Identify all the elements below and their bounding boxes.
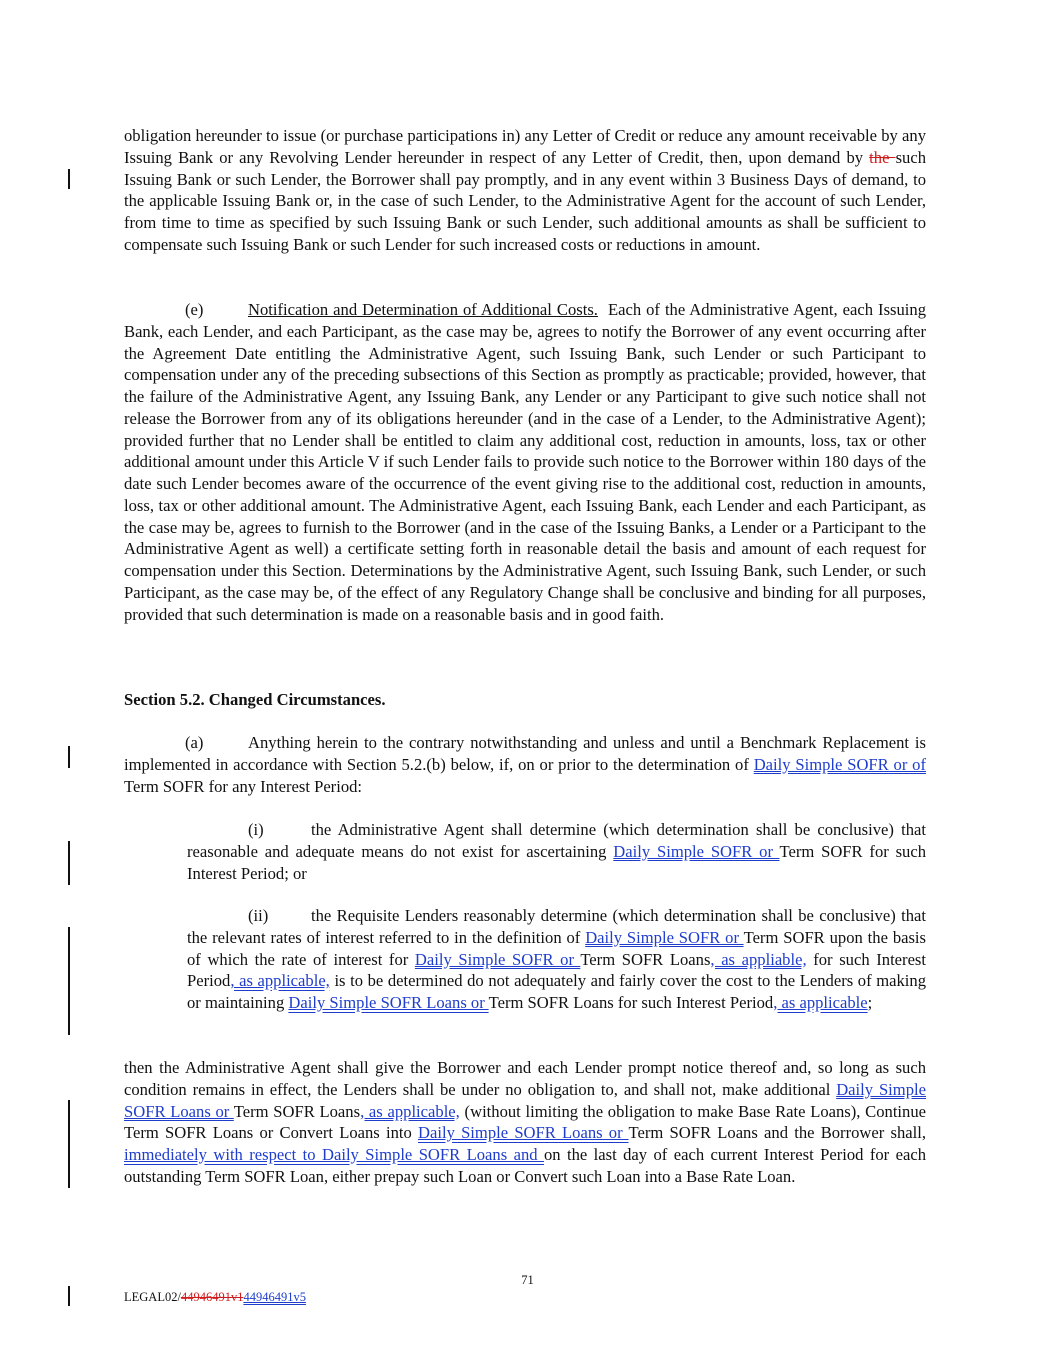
text: for such Interest Period xyxy=(187,949,927,991)
inserted-text: Daily Simple SOFR or xyxy=(414,949,581,969)
item-ii xyxy=(187,905,926,1014)
text: Term SOFR Loans for such Interest Period xyxy=(488,993,774,1012)
item-i xyxy=(187,819,926,884)
footer-prefix: LEGAL02/ xyxy=(124,1290,181,1304)
text: ; xyxy=(867,993,873,1012)
change-bar xyxy=(68,841,70,885)
section-heading: Section 5.2. Changed Circumstances. xyxy=(124,690,386,709)
paragraph-e xyxy=(124,299,926,625)
inserted-text: Daily Simple SOFR or xyxy=(613,841,780,861)
change-bar xyxy=(68,169,70,189)
item-label: (ii) xyxy=(248,906,269,925)
paragraph-label: (e) xyxy=(185,300,204,319)
paragraph-title: Notification and Determination of Additional Costs. xyxy=(248,300,598,319)
text: Anything herein to the contrary notwithstanding and unless and until a Benchmark Replacement is implemented in accordance with Section 5.2.(b) below, if, on or prior to the determination of xyxy=(124,733,926,774)
text: the Requisite Lenders reasonably determine (which determination shall be conclusive) that the relevant rates of interest referred to in the definition of xyxy=(187,906,926,947)
inserted-text: Daily Simple SOFR or xyxy=(585,927,744,947)
text: then the Administrative Agent shall give the Borrower and each Lender prompt notice thereof and, so long as such condition remains in effect, the Lenders shall be under no obligation to, and shall not, make additional xyxy=(124,1058,926,1099)
text: Each of the Administrative Agent, each Issuing Bank, each Lender, and each Participant, as the case may be, agrees to notify the Borrower of any event occurring after the Agreement Date entitling the Administrative Agent, such Issuing Bank, such Lender or such Participant to compensation under any of the preceding subsections of this Section as promptly as practicable; provided, however, that the failure of the Administrative Agent, any Issuing Bank, any Lender or any Participant to give such notice shall not release the Borrower from any of its obligations hereunder (and in the case of a Lender, to the Administrative Agent); provided further that no Lender shall be entitled to claim any additional cost, reduction in amounts, loss, tax or other additional amount under this Article V if such Lender fails to provide such notice to the Borrower within 180 days of the date such Lender becomes aware of the occurrence of the event giving rise to the additional cost, reduction in amounts, loss, tax or other additional amount. The Administrative Agent, each Issuing Bank, each Lender and each Participant, as the case may be, agrees to furnish to the Borrower (and in the case of the Issuing Banks, a Lender or a Participant to the Administrative Agent as well) a certificate setting forth in reasonable detail the basis and amount of each request for compensation under this Section. Determinations by the Administrative Agent, such Issuing Bank, such Lender, or such Participant, as the case may be, of the effect of any Regulatory Change shall be conclusive and binding for all purposes, provided that such determination is made on a reasonable basis and in good faith. xyxy=(124,300,926,624)
paragraph-a xyxy=(124,732,926,797)
inserted-text: Daily Simple SOFR Loans or xyxy=(288,993,489,1012)
text: such Issuing Bank or such Lender, the Borrower shall pay promptly, and in any event within 3 Business Days of demand, to the applicable Issuing Bank or, in the case of such Lender, to the Administrative Agent for the account of such Lender, from time to time as specified by such Issuing Bank or such Lender, such additional amounts as shall be sufficient to compensate such Issuing Bank or such Lender for such increased costs or reductions in amount. xyxy=(124,147,926,254)
inserted-text: , as appliable, xyxy=(710,949,807,969)
text: Term SOFR for such Interest Period; or xyxy=(187,841,927,883)
document-id-footer xyxy=(124,1287,306,1309)
paragraph-continuation xyxy=(124,125,926,256)
text: Term SOFR Loans xyxy=(580,949,711,969)
inserted-text: , as applicable, xyxy=(360,1101,460,1121)
inserted-text: Daily Simple SOFR Loans or xyxy=(124,1079,926,1121)
text: (without limiting the obligation to make Base Rate Loans), Continue Term SOFR Loans or Convert Loans into xyxy=(124,1101,927,1143)
text: the Administrative Agent shall determine (which determination shall be conclusive) that reasonable and adequate means do not exist for ascertaining xyxy=(187,820,926,861)
item-label: (i) xyxy=(248,820,264,839)
inserted-text: , as applicable, xyxy=(230,971,330,991)
text: Term SOFR for any Interest Period: xyxy=(124,776,363,796)
text: is to be determined do not adequately and fairly cover the cost to the Lenders of making or maintaining xyxy=(187,971,926,1012)
change-bar xyxy=(68,746,70,768)
page-number: 71 xyxy=(521,1273,534,1287)
paragraph-then xyxy=(124,1057,926,1188)
inserted-text: Daily Simple SOFR Loans or xyxy=(418,1123,629,1143)
text: Term SOFR Loans xyxy=(233,1101,361,1121)
inserted-doc-id: 44946491v5 xyxy=(243,1290,306,1304)
text: on the last day of each current Interest Period for each outstanding Term SOFR Loan, either prepay such Loan or Convert such Loan into a Base Rate Loan. xyxy=(124,1145,926,1186)
inserted-text: , as applicable xyxy=(773,993,868,1012)
change-bar xyxy=(68,927,70,1035)
text: obligation hereunder to issue (or purchase participations in) any Letter of Credit or reduce any amount receivable by any Issuing Bank or any Revolving Lender hereunder in respect of any Letter of Credit, then, upon demand by xyxy=(124,126,926,167)
text: Term SOFR Loans and the Borrower shall, xyxy=(628,1123,926,1143)
deleted-doc-id: 44946491v1 xyxy=(180,1290,244,1304)
text: Term SOFR upon the basis of which the rate of interest for xyxy=(187,927,927,969)
deleted-text: the xyxy=(869,147,896,167)
inserted-text: immediately with respect to Daily Simple SOFR Loans and xyxy=(124,1145,544,1164)
paragraph-label: (a) xyxy=(185,733,204,752)
change-bar xyxy=(68,1100,70,1188)
inserted-text: Daily Simple SOFR or of xyxy=(753,754,927,774)
